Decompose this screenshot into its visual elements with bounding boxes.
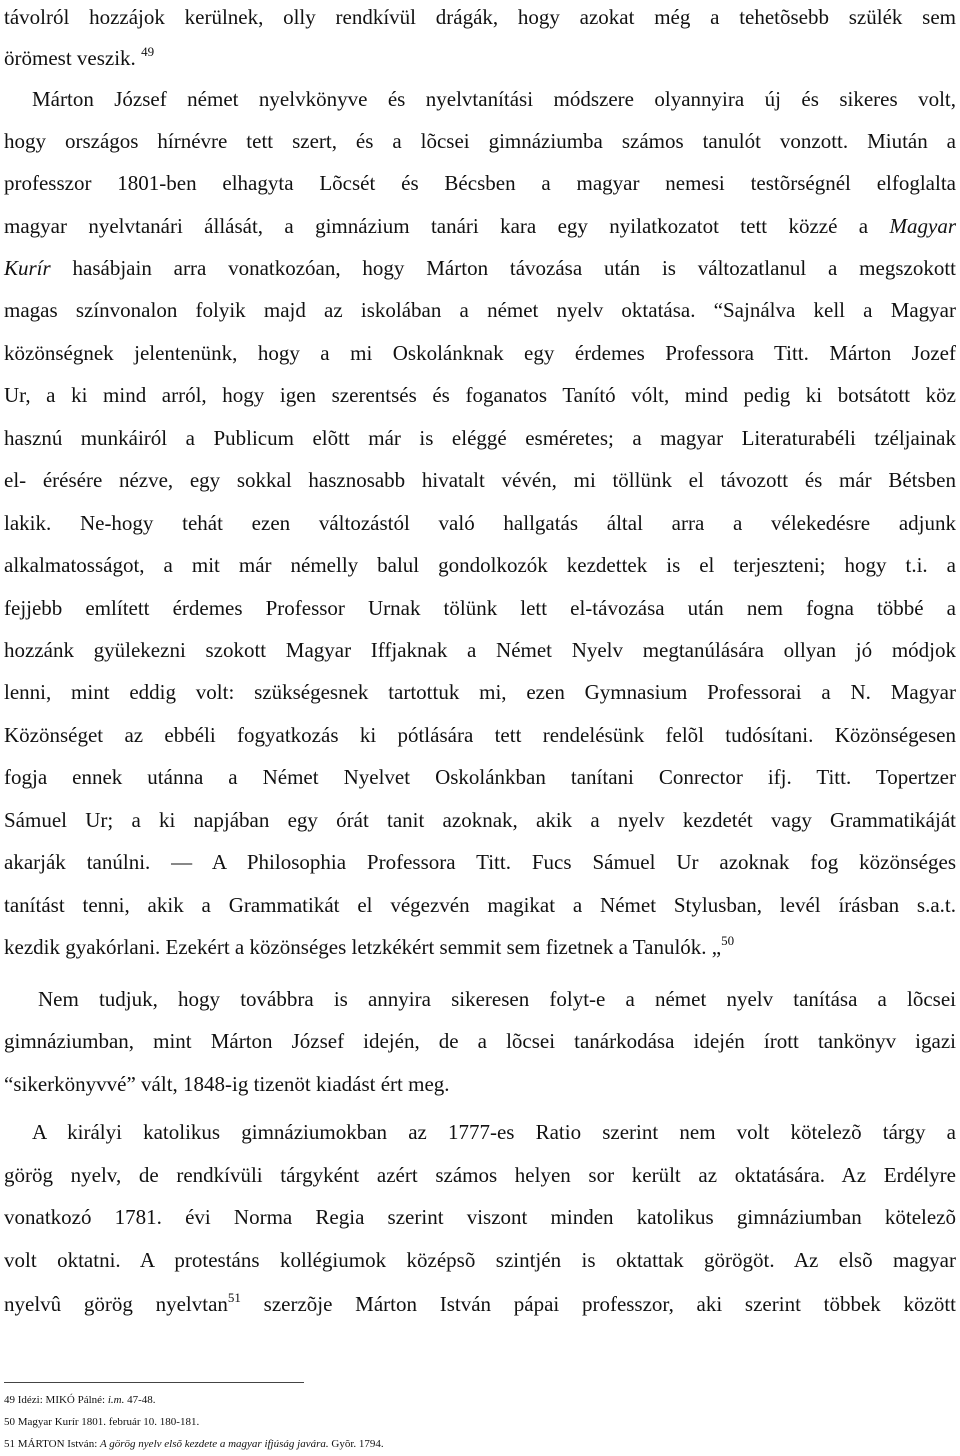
text-line: “sikerkönyvvé” vált, 1848-ig tizenöt kiadást ért meg. <box>4 1072 450 1096</box>
footnote-51: 51 MÁRTON István: A görög nyelv elsõ kezdete a magyar ifjúság javára. Gyõr. 1794. <box>4 1438 384 1450</box>
text-line: hogy országos hírnévre tett szert, és a lõcsei gimnáziumba számos tanulót vonzott. Miután a <box>4 129 956 153</box>
text-line: gimnáziumban, mint Márton József idején, de a lõcsei tanárkodása idején írott tankönyv igazi <box>4 1029 956 1053</box>
text-line: akarják tanúlni. — A Philosophia Professora Titt. Fucs Sámuel Ur azoknak fog közönséges <box>4 850 956 874</box>
text-line: fejjebb említett érdemes Professor Urnak tölünk lett el-távozása után nem fogna többé a <box>4 596 956 620</box>
text-line: Kurír hasábjain arra vonatkozóan, hogy Márton távozása után is változatlanul a megszokott <box>4 256 957 280</box>
text-line: vonatkozó 1781. évi Norma Regia szerint viszont minden katolikus gimnáziumban kötelezõ <box>4 1205 956 1229</box>
text-line: Nem tudjuk, hogy továbbra is annyira sikeresen folyt-e a német nyelv tanítása a lõcsei <box>38 987 956 1011</box>
text-line: lakik. Ne-hogy tehát ezen változástól való hallgatás által arra a vélekedésre adjunk <box>4 511 956 535</box>
footnote-49: 49 Idézi: MIKÓ Pálné: i.m. 47-48. <box>4 1394 156 1406</box>
text-line: hozzánk gyülekezni szokott Magyar Iffjaknak a Német Nyelv megtanúlására ollyan jó módjok <box>4 638 956 662</box>
text-line: lenni, mint eddig volt: szükségesnek tartottuk mi, ezen Gymnasium Professorai a N. Magyar <box>4 680 956 704</box>
text-line: Közönséget az ebbéli fogyatkozás ki pótlására tett rendelésünk felõl tudósítani. Közönségesen <box>4 723 956 747</box>
text-line: távolról hozzájok kerülnek, olly rendkívül drágák, hogy azokat még a tehetõsebb szülék sem <box>4 5 956 29</box>
text-line: Sámuel Ur; a ki napjában egy órát tanit azoknak, akik a nyelv kezdetét vagy Grammatikáját <box>4 808 956 832</box>
text-line: professzor 1801-ben elhagyta Lõcsét és Bécsben a magyar nemesi testõrségnél elfoglalta <box>4 171 956 195</box>
text-line: volt oktatni. A protestáns kollégiumok középsõ szintjén is oktattak görögöt. Az elsõ magyar <box>4 1248 956 1272</box>
text-line: magas színvonalon folyik majd az iskolában a német nyelv oktatása. “Sajnálva kell a Magyar <box>4 298 956 322</box>
text-line: el- érésére nézve, egy sokkal hasznosabb hivatalt vévén, mi töllünk el távozott és már Bétsben <box>4 468 956 492</box>
text-line: közönségnek jelentenünk, hogy a mi Oskolánknak egy érdemes Professora Titt. Márton Jozef <box>4 341 956 365</box>
text-line: kezdik gyakórlani. Ezekért a közönséges letzkékért semmit sem fizetnek a Tanulók. „$^{50}$ <box>4 933 735 959</box>
text-line: A királyi katolikus gimnáziumokban az 1777-es Ratio szerint nem volt kötelezõ tárgy a <box>32 1120 956 1144</box>
text-line: Ur, a ki mind arról, hogy igen szerentsés és foganatos Tanító vólt, mind pedig ki botsátott köz <box>4 383 956 407</box>
text-line: görög nyelv, de rendkívüli tárgyként azért számos helyen sor került az oktatására. Az Erdélyre <box>4 1163 956 1187</box>
text-line: tanítást tenni, akik a Grammatikát el végezvén magikat a Német Stylusban, levél írásban s.a.t. <box>4 893 956 917</box>
footnote-ref: 49 <box>141 44 155 59</box>
footnote-ref: 50 <box>721 933 735 948</box>
text-line: hasznú munkáiról a Publicum elõtt már is eléggé esméretes; a magyar Literaturabéli tzéljainak <box>4 426 956 450</box>
footnote-50: 50 Magyar Kurír 1801. február 10. 180-181. <box>4 1416 200 1428</box>
text-line: nyelvû görög nyelvtan$^{51}$ szerzõje Márton István pápai professzor, aki szerint többek között <box>4 1290 957 1316</box>
text-line: magyar nyelvtanári állását, a gimnázium tanári kara egy nyilatkozatot tett közzé a Magyar <box>4 214 957 238</box>
text-line: alkalmatosságot, a mit már némelly balul gondolkozók kezdettek is el terjeszteni; hogy t.i. a <box>4 553 956 577</box>
text-line: örömest veszik. $^{49}$ <box>4 44 155 70</box>
text-line: Márton József német nyelvkönyve és nyelvtanítási módszere olyannyira új és sikeres volt, <box>32 87 956 111</box>
text-line: fogja ennek utánna a Német Nyelvet Oskolánkban tanítani Conrector ifj. Titt. Topertzer <box>4 765 956 789</box>
footnote-ref: 51 <box>227 1290 241 1305</box>
footnote-separator <box>4 1382 304 1383</box>
italic-title: Magyar <box>889 214 957 238</box>
italic-title: Kurír <box>4 256 51 280</box>
